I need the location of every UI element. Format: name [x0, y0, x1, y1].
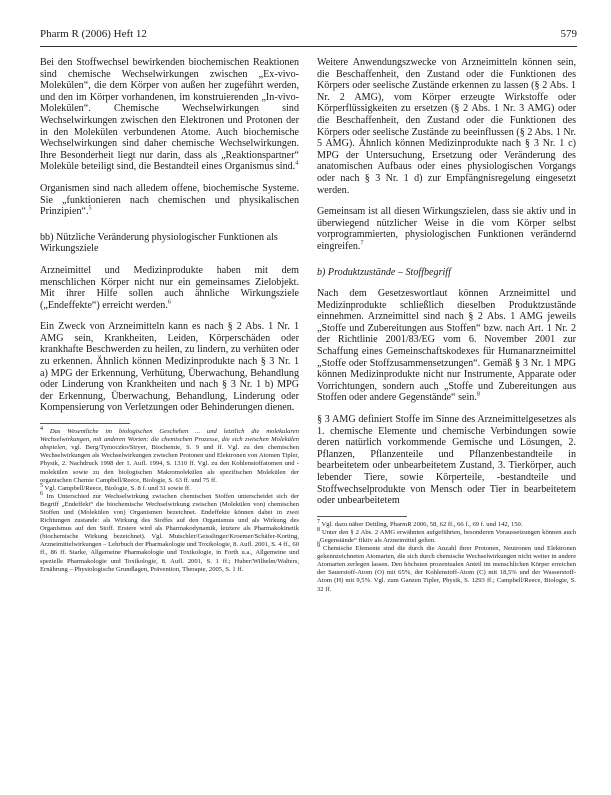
footnote — [40, 425, 299, 485]
footnote-number: 4 — [40, 425, 43, 432]
left-column — [40, 57, 299, 594]
footnote-number: 9 — [317, 542, 320, 549]
footnote — [40, 482, 299, 493]
paragraph — [317, 206, 576, 252]
footnote — [317, 526, 576, 545]
paragraph-text: Nach dem Gesetzeswortlaut können Arzneimittel und Medizinprodukte schließlich dieselben Produktzustände einnehmen. Arzneimittel sind nach § 2 Abs. 1 AMG jeweils „Stoffe und Zubereitungen aus Stoffen“ bzw. nach Art. 1 Nr. 2 der Richtlinie 2001/83/EG vom 6. November 2001 zur Schaffung eines Gemeinschaftskodexes für Humanarzneimittel „Stoffe oder Stoffzusammensetzungen“. Gemäß § 3 Nr. 1 MPG können Medizinprodukte nicht nur Instrumente, Apparate oder Vorrichtungen, sondern auch „Stoffe und Zubereitungen aus Stoffen oder andere Gegenstände“ sein. — [317, 288, 576, 404]
footnote-number: 8 — [317, 526, 320, 533]
footnote-ref[interactable]: 8 — [476, 392, 480, 399]
paragraph — [317, 57, 576, 196]
paragraph — [40, 321, 299, 414]
paragraph-text: Bei den Stoffwechsel bewirkenden biochemischen Reaktionen sind chemische Wechselwirkungen zwischen „Ex-vivo-Molekülen“, die dem Körper von außen her zugeführt werden, und den im Körper vorhandenen, im konstruierenden „In-vivo-Molekülen“. Chemische Wechselwirkungen sind Wechselwirkungen zwischen den Elektronen und Protonen der in den Molekülen verbundenen Atome. Auch biochemische Wechselwirkungen sind daher chemische Wechselwirkungen. Ihre Besonderheit liegt nur darin, dass als „Reaktionspartner“ Moleküle beteiligt sind, die Bestandteil eines Organismus sind. — [40, 57, 299, 173]
footnote — [317, 518, 576, 529]
footnote-text: Vgl. dazu näher Dettling, PharmR 2006, 58, 62 ff., 66 f., 69 f. und 142, 150. — [321, 520, 523, 528]
footnote-number: 7 — [317, 518, 320, 525]
footnote-number: 5 — [40, 482, 43, 489]
footnote — [317, 542, 576, 594]
running-header — [40, 28, 577, 43]
paragraph-text: Arzneimittel und Medizinprodukte haben mit dem menschlichen Körper nicht nur ein gemeinsames Zielobjekt. Mit ihrer Hilfe sollen auch ähnliche Wirkungsziele („Endeffekte“) erreicht werden. — [40, 264, 299, 311]
paragraph-text: Weitere Anwendungszwecke von Arzneimitteln können sein, die Beschaffenheit, den Zustand oder die Funktionen des Körpers oder seelische Zustände erkennen zu lassen (§ 2 Abs. 1 Nr. 2 AMG), vom Körper erzeugte Wirkstoffe oder Körperflüssigkeiten zu ersetzen (§ 2 Abs. 1 Nr. 3 AMG) oder die Beschaffenheit, den Zustand oder die Funktionen des Körpers oder seelische Zustände zu beeinflussen (§ 2 Abs. 1 Nr. 5 AMG). Ähnlich können Medizinprodukte nach § 3 Nr. 1 c) MPG der Untersuchung, Ersetzung oder Veränderung des anatomischen Aufbaus oder eines physiologischen Vorgangs oder nach § 3 Nr. 1 d) zur Empfängnisregelung eingesetzt werden. — [317, 57, 576, 196]
footnote-text: Vgl. Campbell/Reece, Biologie, S. 8 f. und 31 sowie ff. — [44, 484, 191, 492]
footnote-ref[interactable]: 5 — [88, 205, 92, 212]
paragraph-text: § 3 AMG definiert Stoffe im Sinne des Arzneimittelgesetzes als 1. chemische Elemente und chemische Verbindungen sowie deren natürlich vorkommende Gemische und Lösungen, 2. Pflanzen, Pflanzenteile und Pflanzenbestandteile in bearbeitetem oder unbearbeitetem Zustand, 3. Tierkörper, auch lebender Tiere, sowie Körperteile, -bestandteile und Stoffwechselprodukte von Mensch oder Tier in bearbeitetem oder unbearbeitetem — [317, 414, 576, 507]
paragraph-text: Organismen sind nach alledem offene, biochemische Systeme. Sie „funktionieren nach chemischen und physikalischen Prinzipien“. — [40, 182, 299, 218]
footnote-quote: Das Wesentliche im biologischen Geschehen ... und letztlich die molekularen Wechselwirkungen, mit anderen Worten: die chemischen Prozesse, die sich zwischen Molekülen abspielen — [40, 428, 299, 452]
footnote-text: , vgl. Berg/Tymoczko/Stryer, Biochemie, S. 9 und ff. Vgl. zu den chemischen Wechselwirkungen als Wechselwirkungen zwischen Protonen und Elektronen von Atomen Tipler, Physik, 2. Nachdruck 1998 der 1. Aufl. 1994, S. 1310 ff. Vgl. zu den Kohlenstoffatomen und -molekülen sowie zu den biologischen Makromolekülen als spezifischen Molekülen der organischen Chemie Campbell/Reece, Biologie, S. 63 ff. und 75 ff. — [40, 444, 299, 484]
footnote-text: Im Unterschied zur Wechselwirkung zwischen chemischen Stoffen unterscheidet sich der Begriff „Endeffekt“ die biochemische Wechselwirkung zwischen (Molekülen von) chemischen Stoffen und (Molekülen von) Organismen bezeichnet. Endeffekte können dabei in zwei Richtungen zustande: als Wirkung des Stoffes auf den Organismus und als Wirkung des Organismus auf den Stoff. Erstere wird als Pharmakodynamik, letztere als Pharmakokinetik (biochemische Wirkung bezeichnet). Vgl. Mutschler/Geisslinger/Kroemer/Schäfer-Korting, Arzneimittelwirkungen – Lehrbuch der Pharmakologie und Toxikologie, 8. Aufl. 2001, S. 4 ff., 60 ff., 86 ff. Starke, Allgemeine Pharmakologie und Toxikologie, in Forth u.a., Allgemeine und spezielle Pharmakologie und Toxikologie, 8. Aufl. 2001, S. 1 ff.; Huber/Wilhelm/Walters, Ernährung – Physiologische Grundlagen, Prävention, Therapie, 2005, S. 1 ff. — [40, 492, 299, 573]
journal-title: Pharm R (2006) Heft 12 — [40, 28, 147, 40]
footnote-number: 6 — [40, 490, 43, 497]
footnote — [40, 490, 299, 574]
footnote-ref[interactable]: 4 — [295, 160, 299, 167]
section-heading: b) Produktzustände – Stoffbegriff — [317, 266, 451, 278]
paragraph — [40, 57, 299, 173]
paragraph — [317, 414, 576, 507]
footnote-text: Chemische Elemente sind die durch die Anzahl ihrer Protonen, Neutronen und Elektronen gekennzeichneten Atomarten, die sich durch chemische Wechselwirkungen nicht weiter in andere Atomarten zerlegen lassen. Den höchsten prozentualen Anteil im menschlichen Körper erreichen der Sauerstoff-Atom (O) mit 65%, der Kohlenstoff-Atom (C) mit 18,5% und der Wasserstoff-Atom (H) mit 9,5%. Vgl. zum Ganzen Tipler, Physik, S. 1293 ff.; Campbell/Reece, Biologie, S. 32 ff. — [317, 545, 576, 593]
paragraph-text: Gemeinsam ist all diesen Wirkungszielen, dass sie aktiv und in überwiegend nützlicher Weise in die vom Körper selbst vorprogrammierten, physiologischen Funktionen verändernd eingreifen. — [317, 206, 576, 252]
paragraph — [40, 183, 299, 218]
footnote-text: Unter den § 2 Abs. 2 AMG erwähnten aufgeführten, besonderen Voraussetzungen können auch „Gegenstände“ fiktiv als Arzneimittel gelten. — [317, 528, 576, 544]
header-rule — [40, 46, 577, 47]
footnote-rule — [317, 516, 407, 517]
paragraph — [40, 265, 299, 311]
footnote-rule — [40, 423, 130, 424]
section-heading: bb) Nützliche Veränderung physiologischer Funktionen als Wirkungsziele — [40, 231, 278, 255]
footnote-ref[interactable]: 7 — [360, 240, 364, 247]
page-number: 579 — [560, 28, 577, 40]
footnote-ref[interactable]: 6 — [167, 299, 171, 306]
paragraph-text: Ein Zweck von Arzneimitteln kann es nach § 2 Abs. 1 Nr. 1 AMG sein, Krankheiten, Leiden, Körperschäden oder krankhafte Beschwerden zu heilen, zu lindern, zu verhüten oder zu erkennen. Ähnlich können Medizinprodukte nach § 3 Nr. 1 a) MPG der Erkennung, Verhütung, Überwachung, Behandlung oder Linderung von Krankheiten und nach § 3 Nr. 1 b) MPG der Erkennung, Überwachung, Behandlung, Linderung oder Kompensierung von Verletzungen oder Behinderungen dienen. — [40, 321, 299, 414]
paragraph — [317, 288, 576, 404]
body-columns — [40, 57, 577, 594]
right-column — [317, 57, 576, 594]
